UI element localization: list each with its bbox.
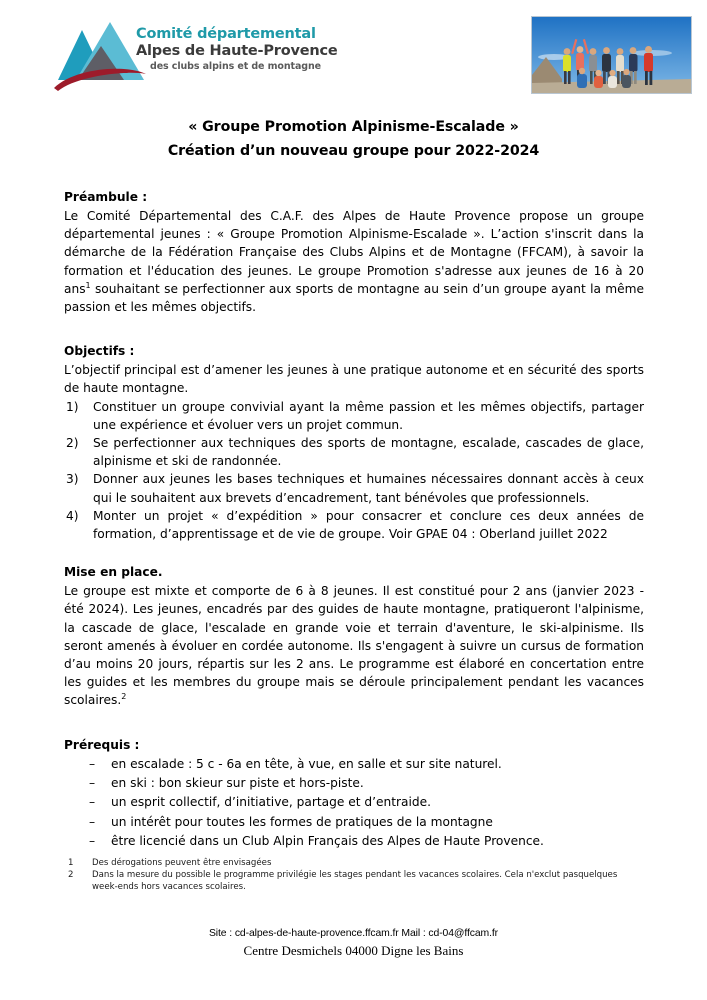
paragraph-mise-en-place [64,582,644,709]
document-body [64,188,644,852]
footnote-number: 2 [68,869,74,880]
logo-line-tagline: des clubs alpins et de montagne [150,61,321,72]
footer-contact-line: Site : cd-alpes-de-haute-provence.ffcam.fr Mail : cd-04@ffcam.fr [208,928,499,939]
list-item [64,398,644,434]
paragraph-objectifs-intro: L’objectif principal est d’amener les jeunes à une pratique autonome et en sécurité des sports de haute montagne. [64,363,644,396]
list-marker: 2) [66,436,79,451]
list-item-text: Constituer un groupe convivial ayant la même passion et les mêmes objectifs, partager une expérience et évoluer vers un projet commun. [93,399,644,432]
list-marker: 4) [66,508,79,523]
list-item-text: en ski : bon skieur sur piste et hors-piste. [111,776,364,791]
list-marker: 1) [66,399,79,414]
list-item [64,434,644,470]
section-heading-preambule: Préambule : [64,190,148,204]
list-marker: – [89,814,96,829]
list-item [64,774,644,793]
organization-logo [52,18,352,92]
footnote [64,870,644,894]
prerequis-list [64,755,644,852]
list-marker: – [89,795,96,810]
list-item-text: Monter un projet « d’expédition » pour consacrer et conclure ces deux années de formation, d’apprentissage et de vie de groupe. Voir GPAE 04 : Oberland juillet 2022 [93,508,644,542]
footer-address-line: Centre Desmichels 04000 Digne les Bains [243,943,464,958]
list-item-text: être licencié dans un Club Alpin Français des Alpes de Haute Provence. [111,834,544,849]
mountain-logo-icon [52,18,148,92]
section-prerequis [64,736,644,852]
footnote-number: 1 [68,858,74,868]
section-heading-objectifs: Objectifs : [64,344,135,359]
list-marker: 3) [66,472,79,487]
footnotes-block [64,858,644,893]
preambule-text-a: Le Comité Départemental des C.A.F. des Alpes de Haute Provence propose un groupe départemental jeunes : « Groupe Promotion Alpinisme-Escalade ». L’action s'inscrit dans la démarche de la Fédération Française des Clubs Alpins et de Montagne (FFCAM), à savoir la formation et l'éducation des jeunes. Le groupe Promotion s'adresse aux jeunes de 16 à 20 ans [64,209,644,296]
logo-line-region: Alpes de Haute-Provence [136,43,338,59]
list-item [64,793,644,812]
document-header [0,0,707,104]
logo-line-committee: Comité départemental [136,26,316,42]
section-heading-mise-en-place: Mise en place. [64,565,163,580]
page-title [0,115,707,163]
list-item-text: Donner aux jeunes les bases techniques et humaines nécessaires donnant accès à ceux qui le souhaitent aux brevets d’encadrement, tant bénévoles que professionnels. [93,472,644,505]
list-item [64,755,644,774]
section-objectifs [64,342,644,543]
section-heading-prerequis: Prérequis : [64,737,140,752]
footnote-text: Dans la mesure du possible le programme privilégie les stages pendant les vacances scolaires. Cela n'exclut pasquelques week-ends hors vacances scolaires. [92,869,618,892]
logo-wordmark [136,26,351,73]
list-marker: – [89,756,96,771]
spacer [64,316,644,342]
section-mise-en-place [64,563,644,709]
page-title-line-1: « Groupe Promotion Alpinisme-Escalade » [188,119,519,135]
list-item [64,832,644,851]
spacer [64,710,644,736]
document-footer [0,926,707,960]
list-item [64,470,644,506]
list-marker: – [89,776,96,791]
list-item [64,507,644,543]
list-item [64,813,644,832]
mise-en-place-text: Le groupe est mixte et comporte de 6 à 8 jeunes. Il est constitué pour 2 ans (janvier 2023 - été 2024). Les jeunes, encadrés par des guides de haute montagne, pratiqueront l'alpinisme, la cascade de glace, l'escalade en grande voie et terrain d'aventure, le ski-alpinisme. Ils seront amenés à évoluer en cordée autonome. Ils s'engagent à suivre un cursus de formation d’au moins 20 jours, répartis sur les 2 ans. Le programme est élaboré en concertation entre les guides et les membres du groupe mais se déroule principalement pendant les vacances scolaires. [64,584,644,708]
section-preambule [64,188,644,316]
page-title-line-2: Création d’un nouveau groupe pour 2022-2024 [167,143,540,159]
paragraph-preambule [64,207,644,316]
list-item-text: en escalade : 5 c - 6a en tête, à vue, en salle et sur site naturel. [111,756,502,771]
list-item-text: un intérêt pour toutes les formes de pratiques de la montagne [111,814,493,829]
footnote-text: Des dérogations peuvent être envisagées [92,858,272,868]
list-marker: – [89,834,96,849]
footnote-ref-1: 1 [85,280,91,290]
objectifs-list [64,398,644,544]
group-photo [531,16,692,94]
list-item-text: Se perfectionner aux techniques des sports de montagne, escalade, cascades de glace, alpinisme et ski de randonnée. [93,436,644,469]
spacer [64,543,644,563]
preambule-text-b: souhaitant se perfectionner aux sports de montagne au sein d’un groupe ayant la même passion et les mêmes objectifs. [64,281,644,315]
footnote-ref-2: 2 [121,692,127,702]
list-item-text: un esprit collectif, d’initiative, partage et d’entraide. [111,795,431,810]
footnote [64,858,644,870]
